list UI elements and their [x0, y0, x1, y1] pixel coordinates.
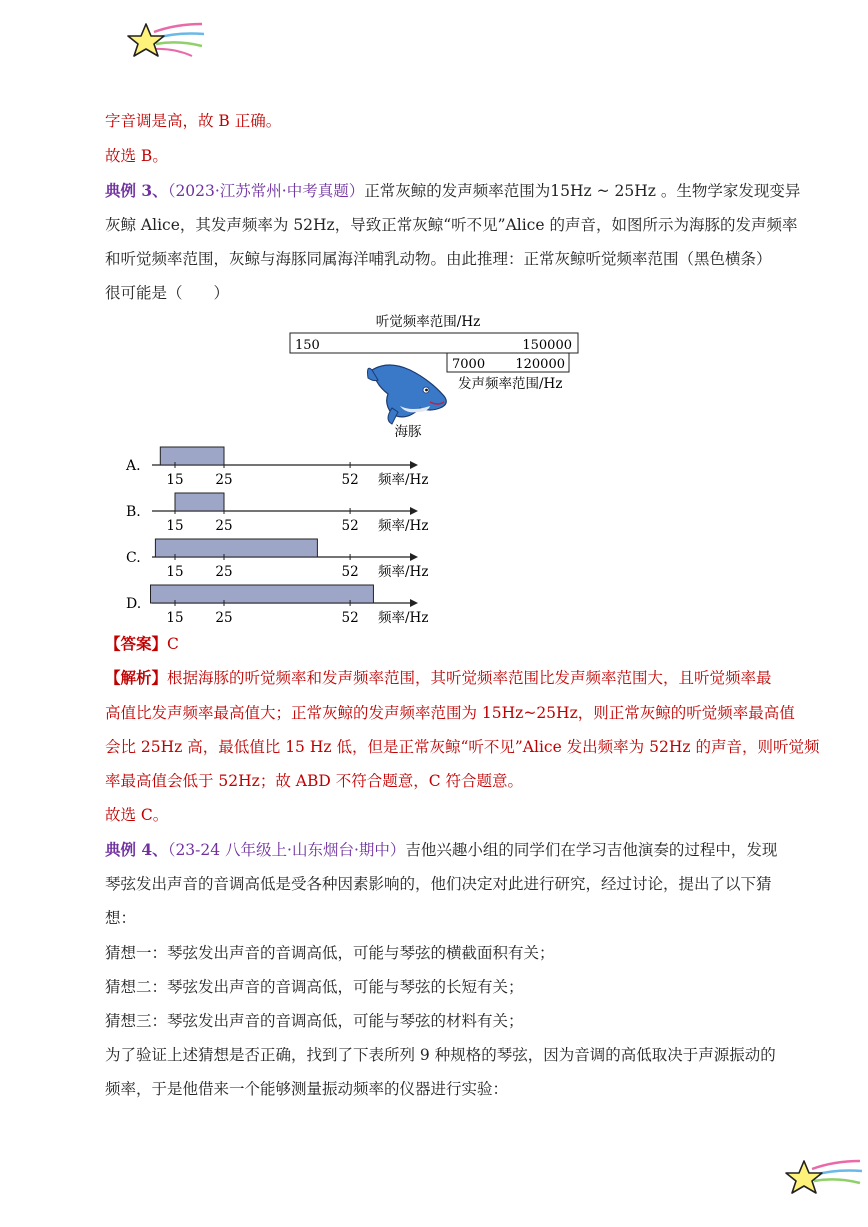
continued-conclusion: 故选 B。 — [105, 147, 168, 165]
tick-label: 25 — [215, 610, 233, 626]
guess-three: 猜想三：琴弦发出声音的音调高低，可能与琴弦的材料有关； — [105, 1012, 524, 1030]
example3-stem-line: 灰鲸 Alice，其发声频率为 52Hz，导致正常灰鲸“听不见”Alice 的声音，如图所示为海豚的发声频率 — [105, 216, 798, 234]
option-b[interactable] — [126, 493, 428, 534]
hearing-high-value: 150000 — [522, 338, 572, 353]
example3-conclusion: 故选 C。 — [105, 806, 169, 824]
axis-arrow-icon — [410, 461, 418, 469]
tick-label: 25 — [215, 518, 233, 534]
axis-unit-label: 频率/Hz — [378, 518, 429, 534]
option-c[interactable] — [126, 539, 428, 580]
option-letter: C. — [126, 550, 141, 566]
sound-high-value: 120000 — [515, 357, 565, 372]
example3-stem-line: 很可能是（ ） — [105, 284, 230, 302]
option-a[interactable] — [125, 447, 428, 488]
axis-unit-label: 频率/Hz — [378, 564, 429, 580]
hearing-range-bar — [175, 493, 224, 511]
answer-value: C — [167, 635, 179, 653]
tick-label: 52 — [341, 472, 359, 488]
analysis-line — [105, 668, 772, 688]
example3-label: 典例 3、 — [105, 181, 168, 200]
tick-label: 25 — [215, 472, 233, 488]
axis-arrow-icon — [410, 599, 418, 607]
shooting-star-icon — [776, 1155, 866, 1203]
verify-line: 频率，于是他借来一个能够测量振动频率的仪器进行实验： — [105, 1080, 509, 1098]
analysis-line: 率最高值会低于 52Hz；故 ABD 不符合题意，C 符合题意。 — [105, 772, 523, 790]
axis-unit-label: 频率/Hz — [378, 610, 429, 626]
options-figure — [118, 440, 448, 635]
sound-low-value: 7000 — [452, 357, 486, 372]
sound-range-title: 发声频率范围/Hz — [458, 376, 563, 392]
guess-two: 猜想二：琴弦发出声音的音调高低，可能与琴弦的长短有关； — [105, 978, 524, 996]
axis-unit-label: 频率/Hz — [378, 472, 429, 488]
verify-line: 为了验证上述猜想是否正确，找到了下表所列 9 种规格的琴弦，因为音调的高低取决于声源振动的 — [105, 1046, 776, 1064]
animal-label: 海豚 — [394, 424, 422, 440]
hearing-range-bar — [151, 585, 374, 603]
example3-stem-line: 和听觉频率范围，灰鲸与海豚同属海洋哺乳动物。由此推理：正常灰鲸听觉频率范围（黑色横条） — [105, 250, 772, 268]
hearing-range-title: 听觉频率范围/Hz — [375, 314, 481, 330]
example4-label: 典例 4、 — [105, 840, 168, 859]
example3-stem-line: 正常灰鲸的发声频率范围为15Hz ~ 25Hz 。生物学家发现变异 — [364, 182, 801, 200]
analysis-line: 会比 25Hz 高，最低值比 15 Hz 低，但是正常灰鲸“听不见”Alice 发出频率为 52Hz 的声音，则听觉频 — [105, 738, 820, 756]
tick-label: 15 — [166, 610, 184, 626]
tick-label: 15 — [166, 472, 184, 488]
option-letter: B. — [126, 504, 141, 520]
example3-first-line — [105, 181, 800, 201]
continued-analysis-line: 字音调是高，故 B 正确。 — [105, 112, 282, 130]
axis-arrow-icon — [410, 507, 418, 515]
example4-stem-line: 吉他兴趣小组的同学们在学习吉他演奏的过程中，发现 — [405, 841, 778, 859]
tick-label: 25 — [215, 564, 233, 580]
axis-arrow-icon — [410, 553, 418, 561]
answer-line — [105, 634, 179, 654]
example4-stem-line: 琴弦发出声音的音调高低是受各种因素影响的，他们决定对此进行研究，经过讨论，提出了以下猜 — [105, 875, 772, 893]
tick-label: 15 — [166, 518, 184, 534]
guess-one: 猜想一：琴弦发出声音的音调高低，可能与琴弦的横截面积有关； — [105, 944, 555, 962]
tick-label: 52 — [341, 564, 359, 580]
example4-first-line — [105, 840, 777, 860]
tick-label: 15 — [166, 564, 184, 580]
analysis-text: 根据海豚的听觉频率和发声频率范围，其听觉频率范围比发声频率范围大，且听觉频率最 — [167, 669, 772, 687]
hearing-range-bar — [155, 539, 317, 557]
tick-label: 52 — [341, 518, 359, 534]
dolphin-icon — [368, 365, 447, 424]
tick-label: 52 — [341, 610, 359, 626]
hearing-low-value: 150 — [295, 338, 320, 353]
analysis-label: 【解析】 — [105, 668, 168, 687]
option-letter: D. — [126, 596, 142, 612]
shooting-star-icon — [118, 18, 208, 66]
example4-stem-line: 想： — [105, 909, 137, 927]
dolphin-frequency-figure — [280, 308, 590, 443]
analysis-line: 高值比发声频率最高值大；正常灰鲸的发声频率范围为 15Hz~25Hz，则正常灰鲸的听觉频率最高值 — [105, 704, 795, 722]
hearing-range-bar — [160, 447, 224, 465]
option-d[interactable] — [126, 585, 428, 626]
example4-source: （23-24 八年级上·山东烟台·期中） — [167, 841, 406, 859]
answer-label: 【答案】 — [105, 634, 168, 653]
example3-source: （2023·江苏常州·中考真题） — [167, 182, 365, 200]
option-letter: A. — [126, 458, 141, 474]
